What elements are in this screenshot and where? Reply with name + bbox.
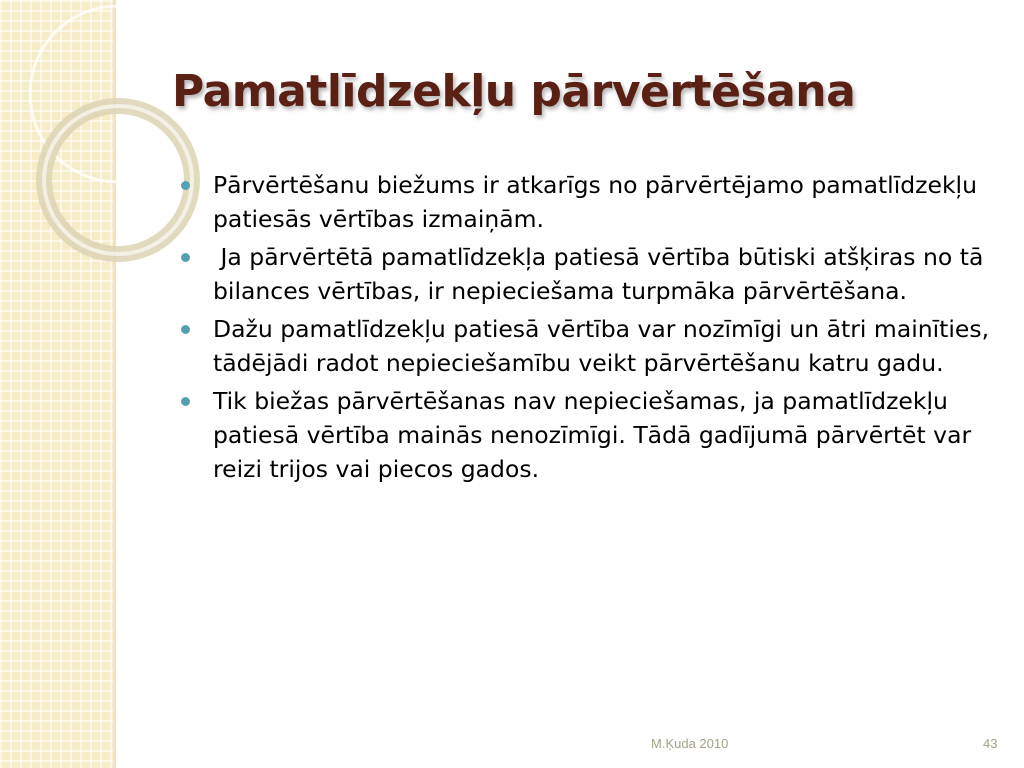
bullet-item bbox=[176, 384, 996, 486]
bullet-dot-icon bbox=[181, 181, 190, 190]
bullet-text: Tik biežas pārvērtēšanas nav nepieciešamas, ja pamatlīdzekļu patiesā vērtība mainās nenozīmīgi. Tādā gadījumā pārvērtēt var reizi trijos vai piecos gados. bbox=[213, 387, 972, 483]
slide-title: Pamatlīdzekļu pārvērtēšana bbox=[172, 66, 856, 117]
bullet-item bbox=[176, 312, 996, 380]
footer-author-year: M.Ķuda 2010 bbox=[651, 736, 729, 751]
slide-number: 43 bbox=[983, 736, 998, 751]
bullet-list bbox=[176, 168, 996, 490]
thick-ring-highlight bbox=[44, 106, 192, 254]
bullet-dot-icon bbox=[181, 325, 190, 334]
bullet-item bbox=[176, 168, 996, 236]
bullet-dot-icon bbox=[181, 397, 190, 406]
bullet-item bbox=[176, 240, 996, 308]
bullet-text: Dažu pamatlīdzekļu patiesā vērtība var nozīmīgi un ātri mainīties, tādējādi radot nepieciešamību veikt pārvērtēšanu katru gadu. bbox=[213, 315, 990, 377]
bullet-dot-icon bbox=[181, 253, 190, 262]
bullet-text: Ja pārvērtētā pamatlīdzekļa patiesā vērtība būtiski atšķiras no tā bilances vērtības, ir nepieciešama turpmāka pārvērtēšana. bbox=[213, 243, 991, 305]
bullet-text: Pārvērtēšanu biežums ir atkarīgs no pārvērtējamo pamatlīdzekļu patiesās vērtības izmaiņām. bbox=[213, 171, 977, 233]
decorative-rings bbox=[0, 0, 200, 260]
